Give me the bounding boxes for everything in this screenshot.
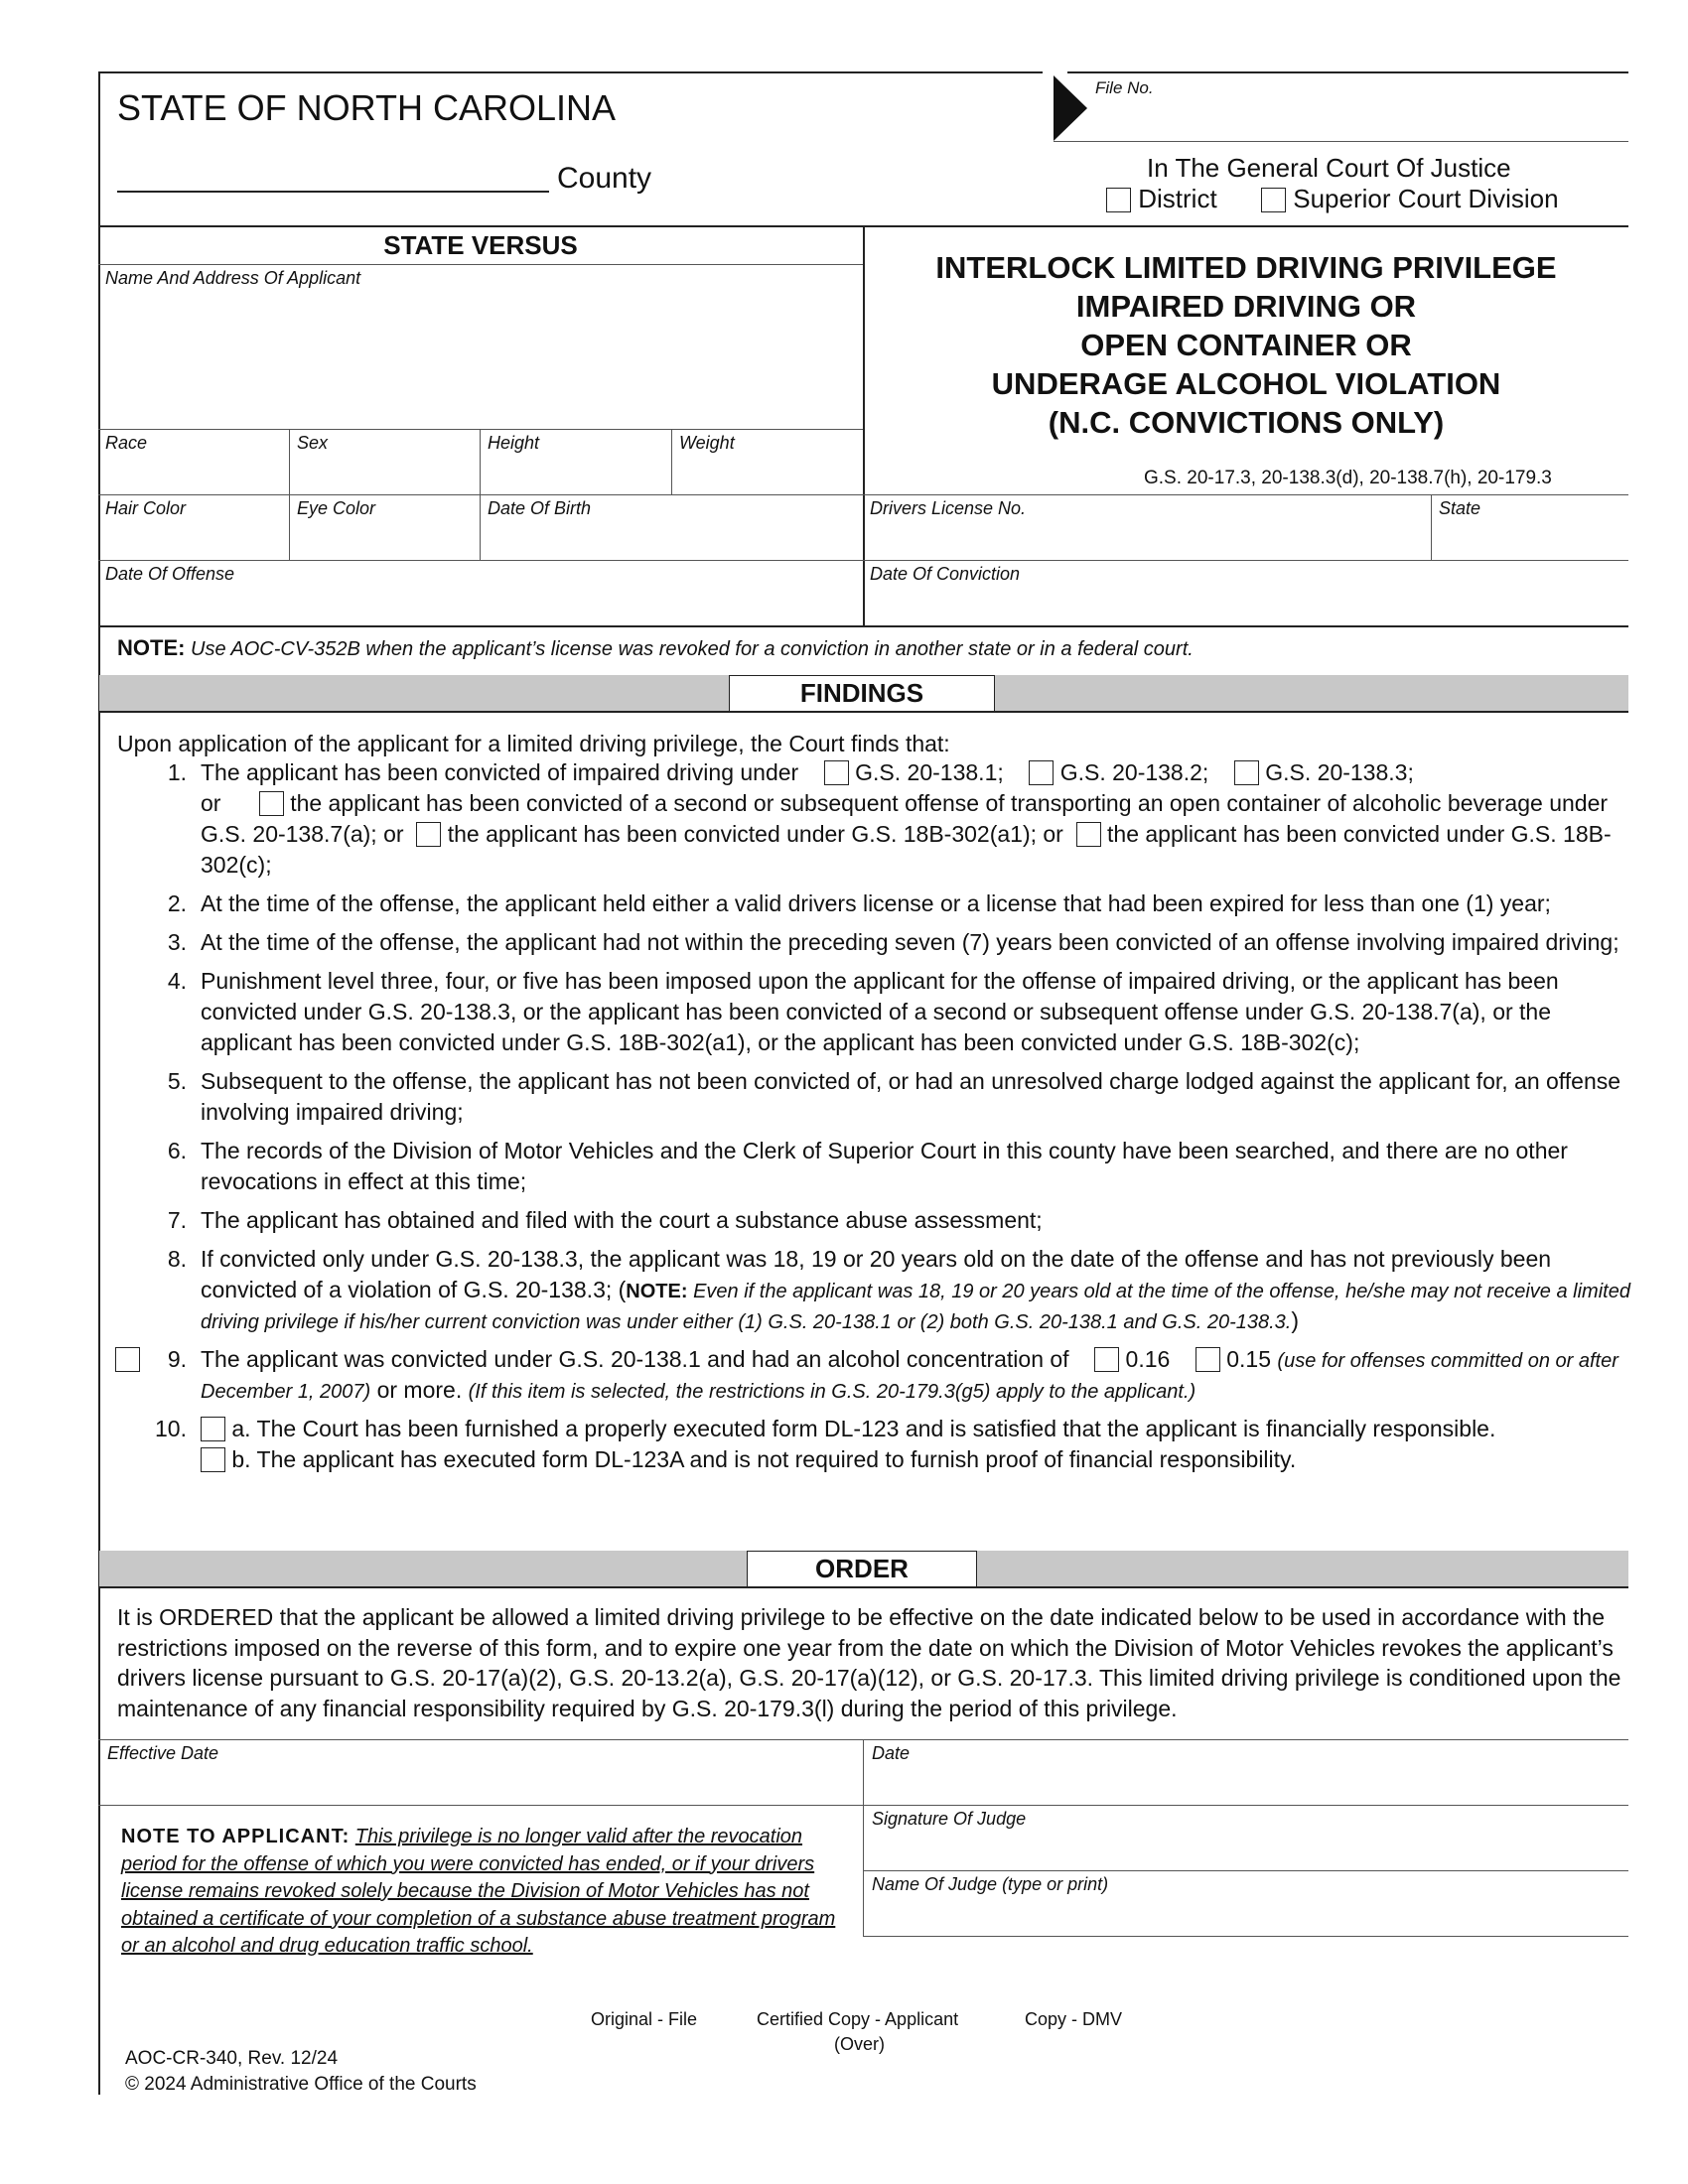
footer-copy: Copy - DMV (1025, 2009, 1123, 2029)
hair-label: Hair Color (105, 498, 187, 518)
judge-name-label: Name Of Judge (type or print) (872, 1874, 1109, 1894)
state-versus: STATE VERSUS (383, 230, 578, 260)
title-line-5: (N.C. CONVICTIONS ONLY) (1048, 405, 1445, 440)
versus-line (98, 264, 863, 265)
dl-label: Drivers License No. (870, 498, 1027, 518)
finding-8: 8. If convicted only under G.S. 20-138.3, the applicant was 18, 19 or 20 years old on the date of the offense and has not previously been convicted of a violation of G.S. 20-138.3; (NOTE: Even if the applicant was 18, 19 or 20 years old at the time of the offense, he/she may not receive a limited driving privilege if his/her current conviction was under either (1) G.S. 20-138.1 or (2) both G.S. 20-138.1 and G.S. 20-138.3.) (167, 1246, 1630, 1333)
dob-label: Date Of Birth (488, 498, 592, 518)
superior-label: Superior Court Division (1293, 184, 1559, 213)
finding-5: 5. Subsequent to the offense, the applicant has not been convicted of, or had an unresolved charge lodged against the applicant for, an offense involving impaired driving; (167, 1068, 1621, 1125)
finding-2: 2. At the time of the offense, the applicant held either a valid drivers license or a license that had been expired for less than one (1) year; (167, 890, 1551, 916)
county-label: County (557, 162, 652, 195)
nta-label: NOTE TO APPLICANT: (121, 1826, 351, 1847)
finding-4: 4. Punishment level three, four, or five has been imposed upon the applicant for the offense of impaired driving, or the applicant has been convicted under G.S. 20-138.3, or the applicant has been convicted of a second or subsequent offense under G.S. 20-138.7(a), or the applicant has been convicted under G.S. 18B-302(a1), or the applicant has been convicted under G.S. 18B-302(c); (167, 968, 1559, 1055)
findings-list (117, 729, 1636, 1475)
title-line-3: OPEN CONTAINER OR (1080, 328, 1412, 362)
title-line-2: IMPAIRED DRIVING OR (1075, 289, 1417, 324)
district-option[interactable] (1106, 184, 1217, 214)
dl-123-checkbox[interactable] (201, 1417, 225, 1441)
finding-10: 10. a. The Court has been furnished a properly executed form DL-123 and is satisfied that the applicant is financially responsible. b. The applicant has executed form DL-123A and is not required to furnish proof of financial responsibility. (155, 1416, 1496, 1472)
item9-checkbox[interactable] (115, 1347, 140, 1372)
file-no-label: File No. (1095, 78, 1154, 97)
offense-row-top (98, 560, 1628, 561)
top-note (117, 635, 1194, 661)
note-to-applicant (121, 1824, 856, 1961)
hair-row-top (98, 494, 1628, 495)
bac-015-checkbox[interactable] (1196, 1347, 1220, 1372)
g-20-138-1-checkbox[interactable] (824, 760, 849, 785)
copyright: © 2024 Administrative Office of the Courts (125, 2074, 477, 2095)
18b-302-a1-checkbox[interactable] (416, 822, 441, 847)
finding-6: 6. The records of the Division of Motor Vehicles and the Clerk of Superior Court in this county have been searched, and there are no other revocations in effect at this time; (167, 1138, 1568, 1194)
nta-text: This privilege is no longer valid after the revocation period for the offense of which you were convicted has ended, or if your drivers license remains revoked solely because the Division of Motor Vehicles has not obtained a certificate of your completion of a substance abuse treatment program or an alcohol and drug education traffic school. (121, 1826, 836, 1957)
18b-302-c-checkbox[interactable] (1076, 822, 1101, 847)
conviction-date-label: Date Of Conviction (870, 564, 1021, 584)
date-label: Date (872, 1743, 911, 1763)
top-border (98, 71, 1043, 73)
offense-date-label: Date Of Offense (105, 564, 235, 584)
open-container-checkbox[interactable] (259, 791, 284, 816)
race-label: Race (105, 433, 148, 453)
top-border-right (1067, 71, 1628, 73)
file-no-line[interactable] (1054, 141, 1628, 142)
findings-title: FINDINGS (729, 675, 995, 711)
district-label: District (1138, 184, 1217, 213)
title-line-1: INTERLOCK LIMITED DRIVING PRIVILEGE (935, 250, 1557, 285)
file-no-arrow-icon (1054, 75, 1087, 141)
title-line-4: UNDERAGE ALCOHOL VIOLATION (991, 366, 1501, 401)
left-border (98, 71, 100, 2095)
order-text: It is ORDERED that the applicant be allowed a limited driving privilege to be effective on the date indicated below to be used in accordance with the restrictions imposed on the reverse of this form, and to expire one year from the date on which the Division of Motor Vehicles revokes the applicant’s drivers license pursuant to G.S. 20-17(a)(2), G.S. 20-13.2(a), G.S. 20-17(a)(12), or G.S. 20-17.3. This limited driving privilege is conditioned upon the maintenance of any financial responsibility required by G.S. 20-179.3(l) during the period of this privilege. (117, 1604, 1621, 1721)
form-number: AOC-CR-340, Rev. 12/24 (125, 2048, 339, 2069)
findings-intro: Upon application of the applicant for a limited driving privilege, the Court finds that: (117, 731, 950, 756)
form-title (864, 248, 1628, 442)
name-address-label: Name And Address Of Applicant (105, 268, 361, 288)
weight-label: Weight (679, 433, 735, 453)
county-line[interactable] (117, 191, 549, 193)
finding-7: 7. The applicant has obtained and filed with the court a substance abuse assessment; (167, 1207, 1043, 1233)
finding-1: 1. The applicant has been convicted of impaired driving under G.S. 20-138.1; G.S. 20-138.2; G.S. 20-138.3; or the applicant has been convicted of a second or subsequent offense of transporting an open container of alcoholic beverage under G.S. 20-138.7(a); or the applicant has been convicted under G.S. 18B-302(a1); or the applicant has been convicted under G.S. 18B-302(c); (167, 759, 1612, 878)
height-label: Height (488, 433, 540, 453)
dl-123a-checkbox[interactable] (201, 1447, 225, 1472)
effective-date-label: Effective Date (107, 1743, 219, 1763)
bac-016-checkbox[interactable] (1094, 1347, 1119, 1372)
note-text: Use AOC-CV-352B when the applicant’s license was revoked for a conviction in another state or in a federal court. (191, 638, 1194, 660)
dl-state-label: State (1439, 498, 1481, 518)
note-label: NOTE: (117, 635, 186, 660)
finding-9: 9. The applicant was convicted under G.S. 20-138.1 and had an alcohol concentration of 0.16 0.15 (use for offenses committed on or after December 1, 2007) or more. (If this item is selected, the restrictions in G.S. 20-179.3(g5) apply to the applicant.) (117, 1344, 1636, 1406)
finding-3: 3. At the time of the offense, the applicant had not within the preceding seven (7) years been convicted of an offense involving impaired driving; (167, 929, 1619, 955)
g-20-138-2-checkbox[interactable] (1029, 760, 1054, 785)
district-checkbox[interactable] (1106, 188, 1131, 212)
footer-over: (Over) (834, 2034, 885, 2054)
note-row-top (98, 625, 1628, 627)
signature-row-top (98, 1805, 1628, 1806)
signature-label: Signature Of Judge (872, 1809, 1027, 1829)
sex-label: Sex (297, 433, 329, 453)
footer-certified: Certified Copy - Applicant (757, 2009, 959, 2029)
footer-original: Original - File (591, 2009, 698, 2029)
race-row-top (98, 429, 863, 430)
court-title: In The General Court Of Justice (1147, 153, 1511, 183)
superior-checkbox[interactable] (1261, 188, 1286, 212)
state-heading: STATE OF NORTH CAROLINA (117, 87, 617, 128)
superior-option[interactable] (1261, 184, 1559, 214)
order-title: ORDER (747, 1551, 977, 1586)
statutes: G.S. 20-17.3, 20-138.3(d), 20-138.7(h), 20-179.3 (1144, 468, 1552, 488)
g-20-138-3-checkbox[interactable] (1234, 760, 1259, 785)
eye-label: Eye Color (297, 498, 376, 518)
